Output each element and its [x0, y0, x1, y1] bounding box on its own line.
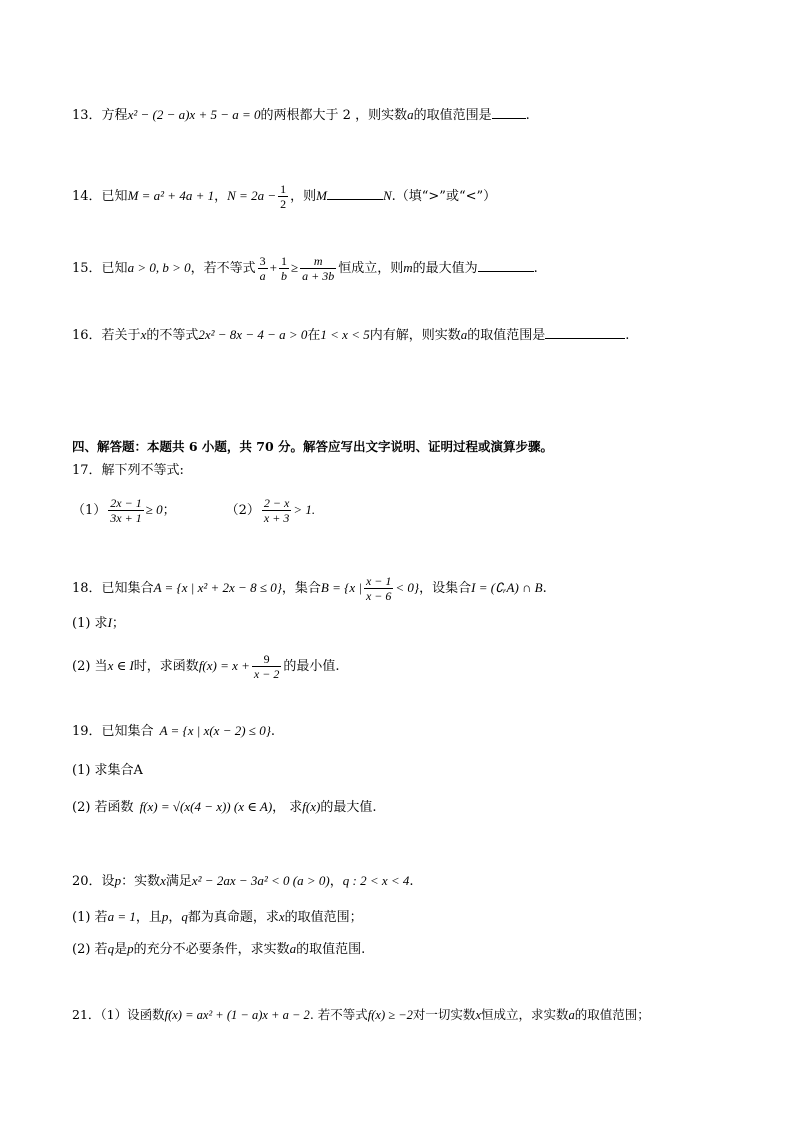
question-14: 14．已知M = a² + 4a + 1，N = 2a − $\frac{1}{2}$ ，则M N.（填“>”或“<”） [72, 182, 497, 211]
question-number: 20． [72, 874, 102, 889]
question-number: 15． [72, 261, 102, 276]
question-19: 19．已知集合 A = {x | x(x − 2) ≤ 0}. [72, 723, 276, 739]
answer-blank[interactable] [492, 106, 526, 119]
question-13: 13．方程x² − (2 − a)x + 5 − a = 0的两根都大于 2 ，则实数a的取值范围是 . [72, 107, 530, 123]
fraction: $\frac{9}{x - 2}$ [253, 652, 280, 681]
question-18-part-1: (1) 求I； [72, 615, 125, 631]
question-number: 19． [72, 724, 102, 739]
question-number: 14． [72, 189, 102, 204]
question-20-part-2: (2) 若q是p的充分不必要条件，求实数a的取值范围. [72, 941, 366, 957]
equation: x² − (2 − a)x + 5 − a = 0 [127, 107, 261, 122]
question-18-part-2: (2) 当x ∈ I时，求函数f(x) = x + $\frac{9}{x - 2}$ 的最小值. [72, 652, 340, 681]
question-20: 20．设p：实数x满足x² − 2ax − 3a² < 0 (a > 0)，q : 2 < x < 4. [72, 873, 414, 889]
section-heading: 四、解答题：本题共 6 小题，共 70 分。解答应写出文字说明、证明过程或演算步骤。 [72, 439, 554, 454]
fraction: $\frac{x - 1}{x - 6}$ [365, 574, 392, 603]
question-number: 17． [72, 463, 102, 478]
question-number: 13． [72, 108, 102, 123]
question-number: 16． [72, 328, 102, 343]
fraction: $\frac{1}{b}$ [280, 254, 287, 283]
answer-blank[interactable] [327, 187, 383, 200]
question-15: 15．已知a > 0, b > 0，若不等式 $\frac{3}{a}$ + $\frac{1}{b}$ ≥ $\frac{m}{a + 3b}$ 恒成立，则m的最大值为 . [72, 254, 538, 283]
question-18: 18．已知集合A = {x | x² + 2x − 8 ≤ 0}，集合B = {x | $\frac{x - 1}{x - 6}$ < 0}，设集合I = (∁ᵣA) ∩ B. [72, 574, 547, 603]
fraction: $\frac{2x - 1}{3x + 1}$ [110, 496, 142, 525]
question-17: 17．解下列不等式: [72, 463, 184, 478]
question-16: 16．若关于x的不等式2x² − 8x − 4 − a > 0在1 < x < 5内有解，则实数a的取值范围是 . [72, 327, 630, 343]
question-19-part-2: (2) 若函数 f(x) = √(x(4 − x)) (x ∈ A)， 求f(x)的最大值. [72, 799, 377, 815]
question-17-parts: （1） $\frac{2x - 1}{3x + 1}$ ≥ 0； （2） $\frac{2 - x}{x + 3}$ > 1. [72, 496, 316, 525]
question-19-part-1: (1) 求集合A [72, 763, 143, 778]
fraction: $\frac{1}{2}$ [280, 182, 287, 211]
question-number: 21． [72, 1007, 101, 1022]
question-20-part-1: (1) 若a = 1，且p，q都为真命题，求x的取值范围； [72, 909, 363, 925]
answer-blank[interactable] [478, 259, 534, 272]
question-21: 21．（1）设函数f(x) = ax² + (1 − a)x + a − 2. 若不等式f(x) ≥ −2对一切实数x恒成立，求实数a的取值范围； [72, 1007, 650, 1022]
fraction: $\frac{3}{a}$ [259, 254, 266, 283]
fraction: $\frac{2 - x}{x + 3}$ [263, 496, 290, 525]
question-number: 18． [72, 581, 102, 596]
fraction: $\frac{m}{a + 3b}$ [302, 254, 335, 283]
answer-blank[interactable] [545, 326, 625, 339]
